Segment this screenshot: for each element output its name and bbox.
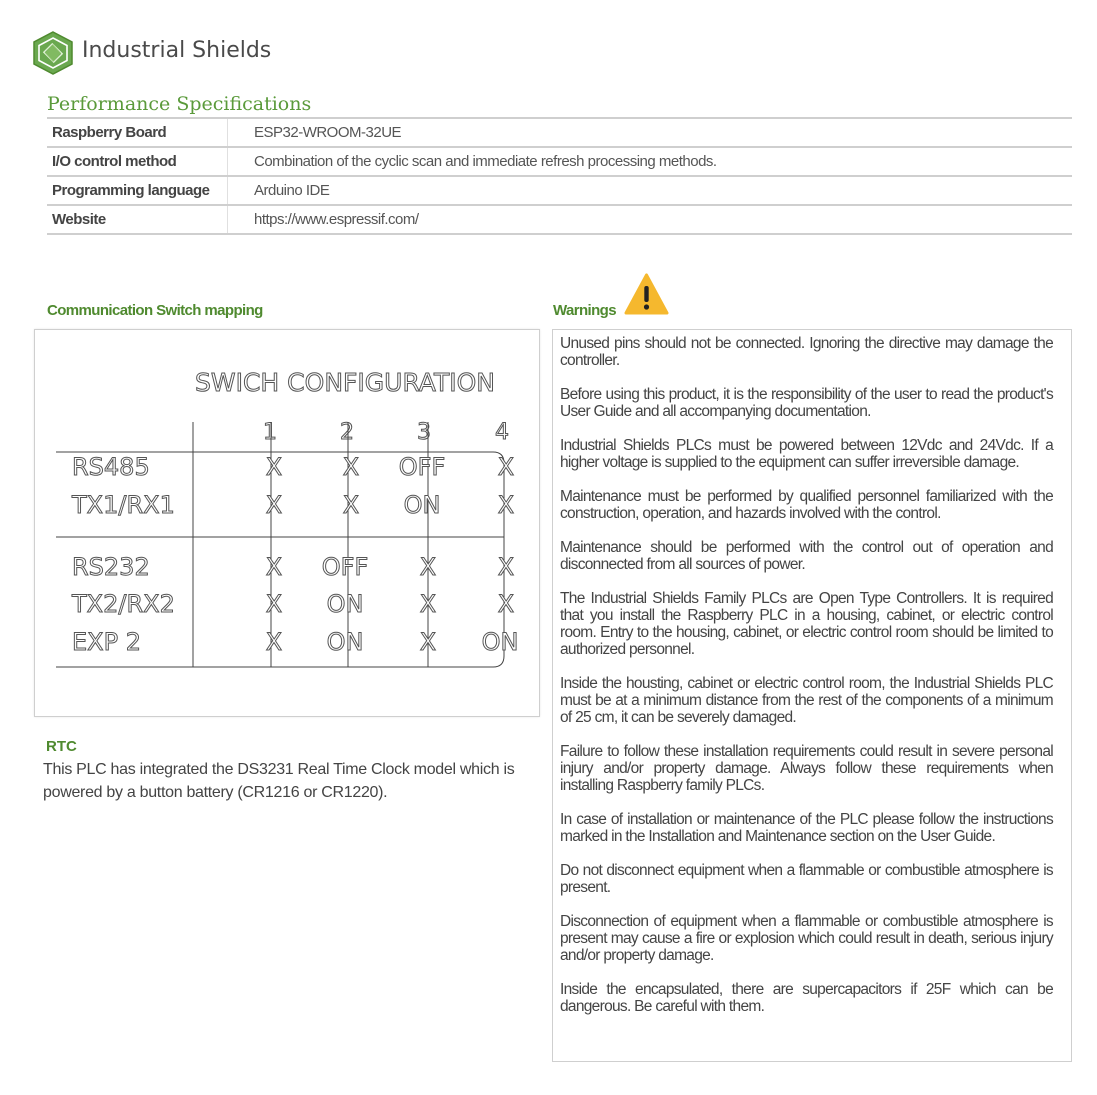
switch-cell: X — [419, 628, 437, 656]
table-row — [47, 176, 1072, 205]
spec-label: Programming language — [47, 176, 228, 205]
table-row — [47, 118, 1072, 147]
spec-value[interactable]: https://www.espressif.com/ — [228, 205, 1073, 234]
switch-cell: OFF — [321, 553, 369, 581]
switch-cell: X — [419, 590, 437, 618]
switch-cell: X — [342, 491, 360, 519]
warning-item: In case of installation or maintenance of the PLC please follow the instructions marked in the Installation and Maintenance section on the User Guide. — [560, 811, 1053, 845]
warning-item: Failure to follow these installation requirements could result in severe personal injury and/or property damage. Always follow these requirements when installing Raspberry family PLCs. — [560, 743, 1053, 794]
spec-label: I/O control method — [47, 147, 228, 176]
column-header: 3 — [417, 420, 431, 445]
row-label: RS485 — [72, 453, 150, 481]
switch-config-svg — [35, 330, 539, 716]
warning-item: Inside the encapsulated, there are supercapacitors if 25F which can be dangerous. Be careful with them. — [560, 981, 1053, 1015]
switch-cell: ON — [326, 590, 364, 618]
warning-triangle-icon — [624, 273, 669, 316]
switch-config-diagram — [34, 329, 540, 717]
column-header: 4 — [495, 420, 509, 445]
warning-item: Inside the housting, cabinet or electric control room, the Industrial Shields PLC must be at a minimum distance from the rest of the components of a minimum of 25 cm, it can be severely damaged. — [560, 675, 1053, 726]
warnings-box — [552, 329, 1072, 1062]
rtc-text: This PLC has integrated the DS3231 Real Time Clock model which is powered by a button battery (CR1216 or CR1220). — [43, 761, 515, 801]
switch-cell: X — [497, 590, 515, 618]
warnings-list — [560, 335, 1053, 1032]
switch-cell: OFF — [398, 453, 446, 481]
switch-cell: X — [265, 628, 283, 656]
diagram-title: SWICH CONFIGURATION — [195, 368, 495, 397]
warnings-label: Warnings — [553, 302, 616, 319]
spec-value: ESP32-WROOM-32UE — [228, 118, 1073, 147]
performance-table — [47, 117, 1072, 235]
switch-cell: ON — [403, 491, 441, 519]
hexagon-logo-icon — [30, 30, 76, 76]
switch-cell: X — [265, 453, 283, 481]
switch-cell: X — [265, 491, 283, 519]
brand-name: Industrial Shields — [82, 38, 272, 63]
switch-cell: X — [497, 491, 515, 519]
row-label: EXP 2 — [72, 628, 141, 656]
warning-item: Do not disconnect equipment when a flammable or combustible atmosphere is present. — [560, 862, 1053, 896]
switch-cell: ON — [326, 628, 364, 656]
warning-item: Maintenance should be performed with the control out of operation and disconnected from all sources of power. — [560, 539, 1053, 573]
rtc-title: RTC — [46, 738, 77, 755]
row-label: TX1/RX1 — [72, 491, 175, 519]
spec-value: Arduino IDE — [228, 176, 1073, 205]
switch-mapping-label: Communication Switch mapping — [47, 302, 263, 319]
rtc-section — [33, 731, 538, 807]
switch-cell: ON — [481, 628, 519, 656]
switch-cell: X — [342, 453, 360, 481]
table-row — [47, 147, 1072, 176]
warning-item: Disconnection of equipment when a flammable or combustible atmosphere is present may cause a fire or explosion which could result in death, serious injury and/or property damage. — [560, 913, 1053, 964]
switch-cell: X — [265, 553, 283, 581]
spec-label: Raspberry Board — [47, 118, 228, 147]
performance-title: Performance Specifications — [47, 93, 312, 115]
spec-value: Combination of the cyclic scan and immediate refresh processing methods. — [228, 147, 1073, 176]
switch-cell: X — [497, 453, 515, 481]
column-header: 2 — [340, 420, 354, 445]
row-label: RS232 — [72, 553, 150, 581]
row-label: TX2/RX2 — [72, 590, 175, 618]
warning-item: Industrial Shields PLCs must be powered between 12Vdc and 24Vdc. If a higher voltage is supplied to the equipment can suffer irreversible damage. — [560, 437, 1053, 471]
warning-item: The Industrial Shields Family PLCs are Open Type Controllers. It is required that you install the Raspberry PLC in a housing, cabinet, or electric control room. Entry to the housing, cabinet, or electric control room should be limited to authorized personnel. — [560, 590, 1053, 658]
warning-item: Unused pins should not be connected. Ignoring the directive may damage the controller. — [560, 335, 1053, 369]
table-row — [47, 205, 1072, 234]
spec-label: Website — [47, 205, 228, 234]
warning-item: Before using this product, it is the responsibility of the user to read the product's User Guide and all accompanying documentation. — [560, 386, 1053, 420]
warning-item: Maintenance must be performed by qualified personnel familiarized with the construction, operation, and hazards involved with the control. — [560, 488, 1053, 522]
switch-cell: X — [419, 553, 437, 581]
switch-cell: X — [497, 553, 515, 581]
column-header: 1 — [263, 420, 277, 445]
switch-cell: X — [265, 590, 283, 618]
